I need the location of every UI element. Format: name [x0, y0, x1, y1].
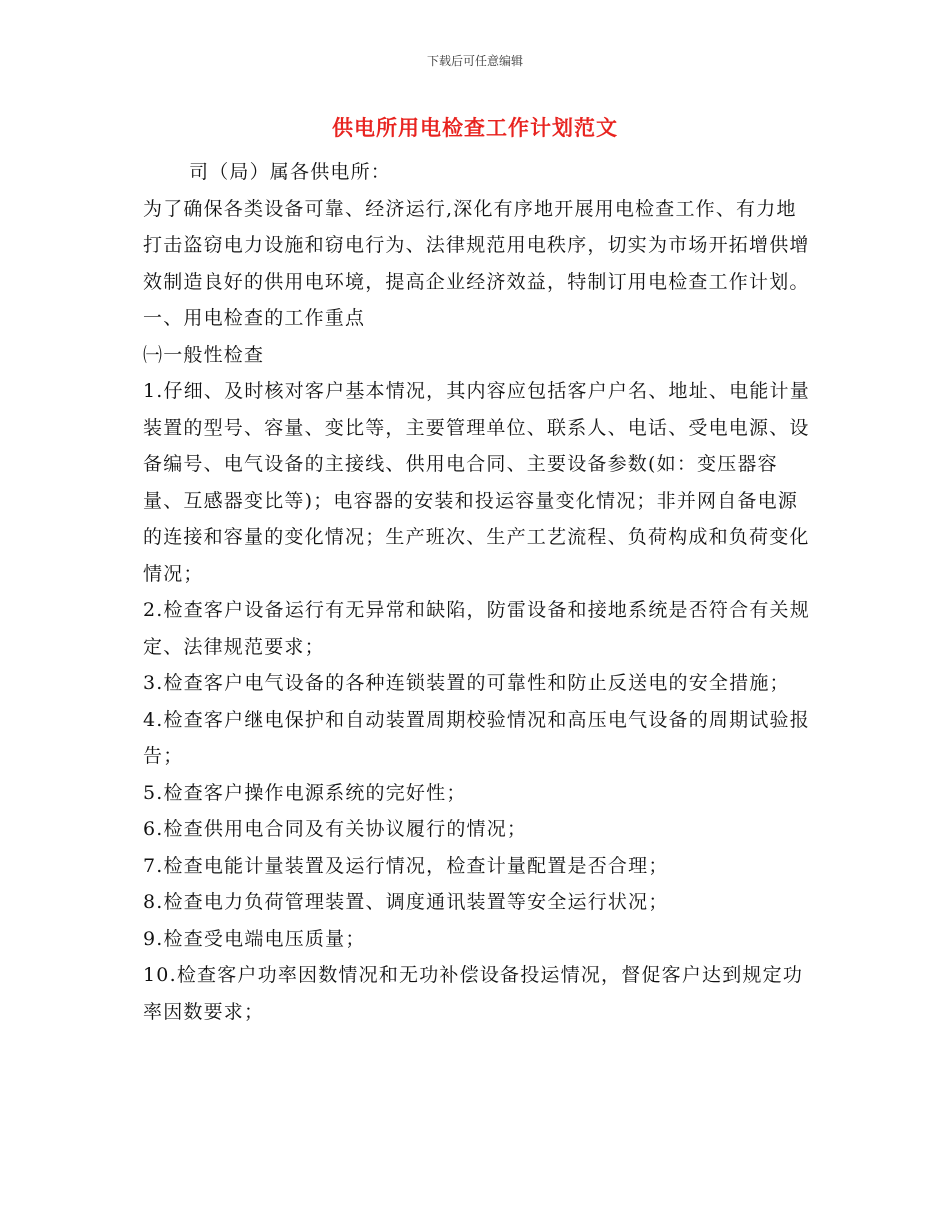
document-body [143, 154, 811, 1030]
list-item-3: 3.检查客户电气设备的各种连锁装置的可靠性和防止反送电的安全措施； [143, 672, 790, 694]
paragraph-intro: 为了确保各类设备可靠、经济运行,深化有序地开展用电检查工作、有力地打击盗窃电力设施和窃电行为、法律规范用电秩序，切实为市场开拓增供增效制造良好的供用电环境，提高企业经济效益，特制订用电检查工作计划。 [143, 197, 810, 293]
subsection-heading-general-check: ㈠一般性检查 [143, 343, 265, 366]
list-item-7: 7.检查电能计量装置及运行情况，检查计量配置是否合理； [143, 854, 669, 877]
salutation: 司（局）属各供电所： [189, 161, 392, 183]
list-item-5: 5.检查客户操作电源系统的完好性； [143, 781, 467, 804]
document-title: 供电所用电检查工作计划范文 [332, 116, 618, 140]
list-item-4: 4.检查客户继电保护和自动装置周期校验情况和高压电气设备的周期试验报告； [143, 708, 810, 767]
list-item-8: 8.检查电力负荷管理装置、调度通讯装置等安全运行状况； [143, 891, 669, 913]
section-heading-1: 一、用电检查的工作重点 [143, 307, 366, 329]
list-item-1: 1.仔细、及时核对客户基本情况，其内容应包括客户户名、地址、电能计量装置的型号、容量、变比等，主要管理单位、联系人、电话、受电电源、设备编号、电气设备的主接线、供用电合同、主要设备参数(如：变压器容量、互感器变比等)；电容器的安装和投运容量变化情况；非并网自备电源的连接和容量的变化情况；生产班次、生产工艺流程、负荷构成和负荷变化情况； [143, 380, 810, 585]
list-item-10: 10.检查客户功率因数情况和无功补偿设备投运情况，督促客户达到规定功率因数要求； [143, 964, 804, 1023]
list-item-2: 2.检查客户设备运行有无异常和缺陷，防雷设备和接地系统是否符合有关规定、法律规范要求； [143, 599, 810, 658]
list-item-9: 9.检查受电端电压质量； [143, 927, 366, 950]
header-note: 下载后可任意编辑 [426, 54, 523, 68]
list-item-6: 6.检查供用电合同及有关协议履行的情况； [143, 818, 528, 840]
